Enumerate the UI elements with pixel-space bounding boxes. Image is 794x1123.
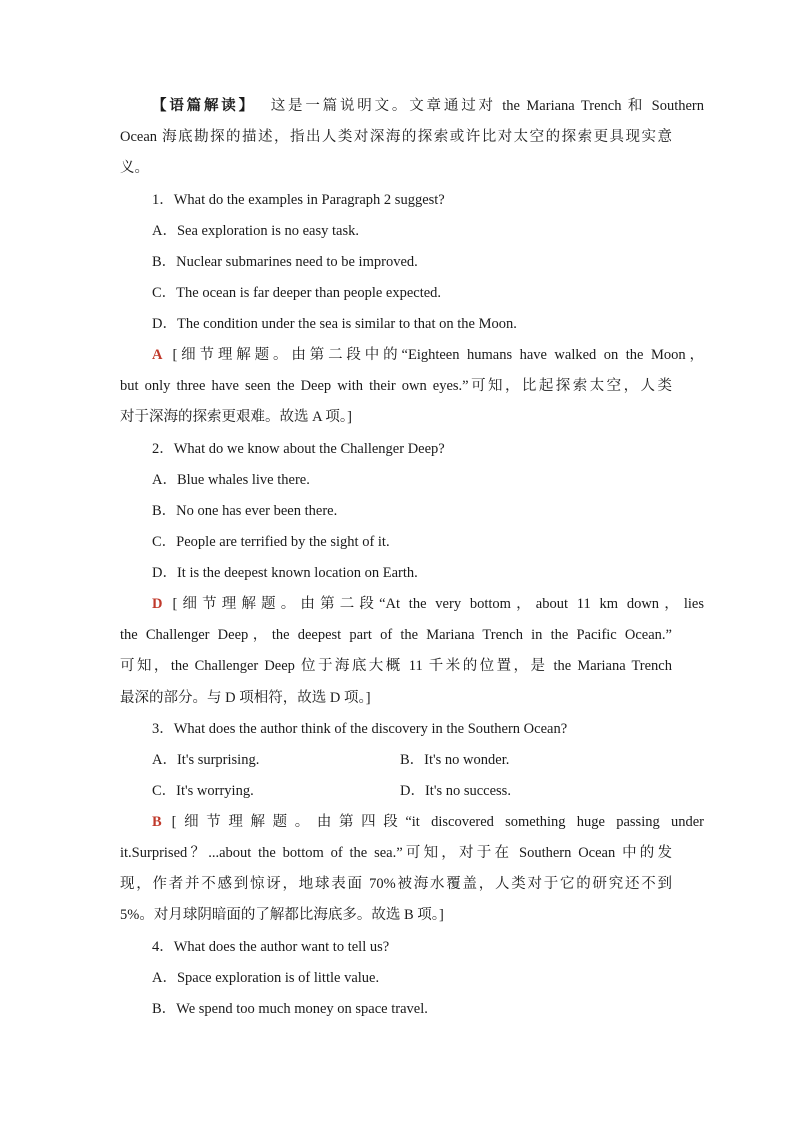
- q1-explanation-line-1: [152, 345, 704, 365]
- q3-option-d: D．It's no success.: [400, 783, 511, 799]
- q1-answer: A: [152, 347, 163, 363]
- intro-text-1: 这是一篇说明文。文章通过对 the Mariana Trench 和 Southern: [267, 98, 705, 114]
- q3-options-row-1: [152, 750, 704, 770]
- q2-stem: 2．What do we know about the Challenger Deep?: [152, 441, 445, 457]
- q3-explanation-line-4: 5%。对月球阴暗面的了解都比海底多。故选 B 项。]: [120, 907, 444, 923]
- intro-line-2: Ocean 海底勘探的描述，指出人类对深海的探索或许比对太空的探索更具现实意: [120, 129, 672, 145]
- q2-option-a: A．Blue whales live there.: [152, 472, 310, 488]
- q3-stem: 3．What does the author think of the discovery in the Southern Ocean?: [152, 721, 568, 737]
- q3-explanation-line-3: 现，作者并不感到惊讶，地球表面 70%被海水覆盖，人类对于它的研究还不到: [120, 876, 672, 892]
- q2-option-c: C．People are terrified by the sight of it.: [152, 534, 390, 550]
- q2-option-b: B．No one has ever been there.: [152, 503, 338, 519]
- q1-option-d: D．The condition under the sea is similar to that on the Moon.: [152, 316, 517, 332]
- q3-option-c: C．It's worrying.: [152, 783, 254, 799]
- intro-label: 【语篇解读】: [152, 98, 256, 114]
- q2-explanation-line-4: 最深的部分。与 D 项相符，故选 D 项。]: [120, 690, 371, 706]
- q2-exp-text-1: [细节理解题。由第二段“At the very bottom，about 11 km down，lies: [172, 596, 704, 612]
- q3-options-row-2: [152, 781, 704, 801]
- q1-exp-text-1: [细节理解题。由第二段中的“Eighteen humans have walked on the Moon，: [172, 347, 704, 363]
- q3-exp-text-1: [细节理解题。由第四段“it discovered something huge passing under: [171, 814, 704, 830]
- q2-answer: D: [152, 596, 163, 612]
- q1-explanation-line-3: 对于深海的探索更艰难。故选 A 项。]: [120, 409, 352, 425]
- q1-option-b: B．Nuclear submarines need to be improved.: [152, 254, 418, 270]
- q4-option-b: B．We spend too much money on space travel.: [152, 1001, 428, 1017]
- q3-option-a: A．It's surprising.: [152, 752, 260, 768]
- q2-option-d: D．It is the deepest known location on Earth.: [152, 565, 418, 581]
- q2-explanation-line-1: [152, 594, 704, 614]
- q2-explanation-line-2: the Challenger Deep，the deepest part of the Mariana Trench in the Pacific Ocean.”: [120, 627, 672, 643]
- q3-explanation-line-1: [152, 812, 704, 832]
- q4-stem: 4．What does the author want to tell us?: [152, 939, 390, 955]
- q1-option-a: A．Sea exploration is no easy task.: [152, 223, 359, 239]
- q1-option-c: C．The ocean is far deeper than people expected.: [152, 285, 442, 301]
- intro-line-1: [152, 96, 704, 116]
- q3-explanation-line-2: it.Surprised？...about the bottom of the sea.”可知，对于在 Southern Ocean 中的发: [120, 845, 672, 861]
- q2-explanation-line-3: 可知，the Challenger Deep 位于海底大概 11 千米的位置，是 the Mariana Trench: [120, 658, 672, 674]
- intro-line-3: 义。: [120, 160, 149, 176]
- q1-explanation-line-2: but only three have seen the Deep with their own eyes.”可知，比起探索太空，人类: [120, 378, 672, 394]
- q3-option-b: B．It's no wonder.: [400, 752, 510, 768]
- q4-option-a: A．Space exploration is of little value.: [152, 970, 380, 986]
- q3-answer: B: [152, 814, 162, 830]
- q1-stem: 1．What do the examples in Paragraph 2 suggest?: [152, 192, 445, 208]
